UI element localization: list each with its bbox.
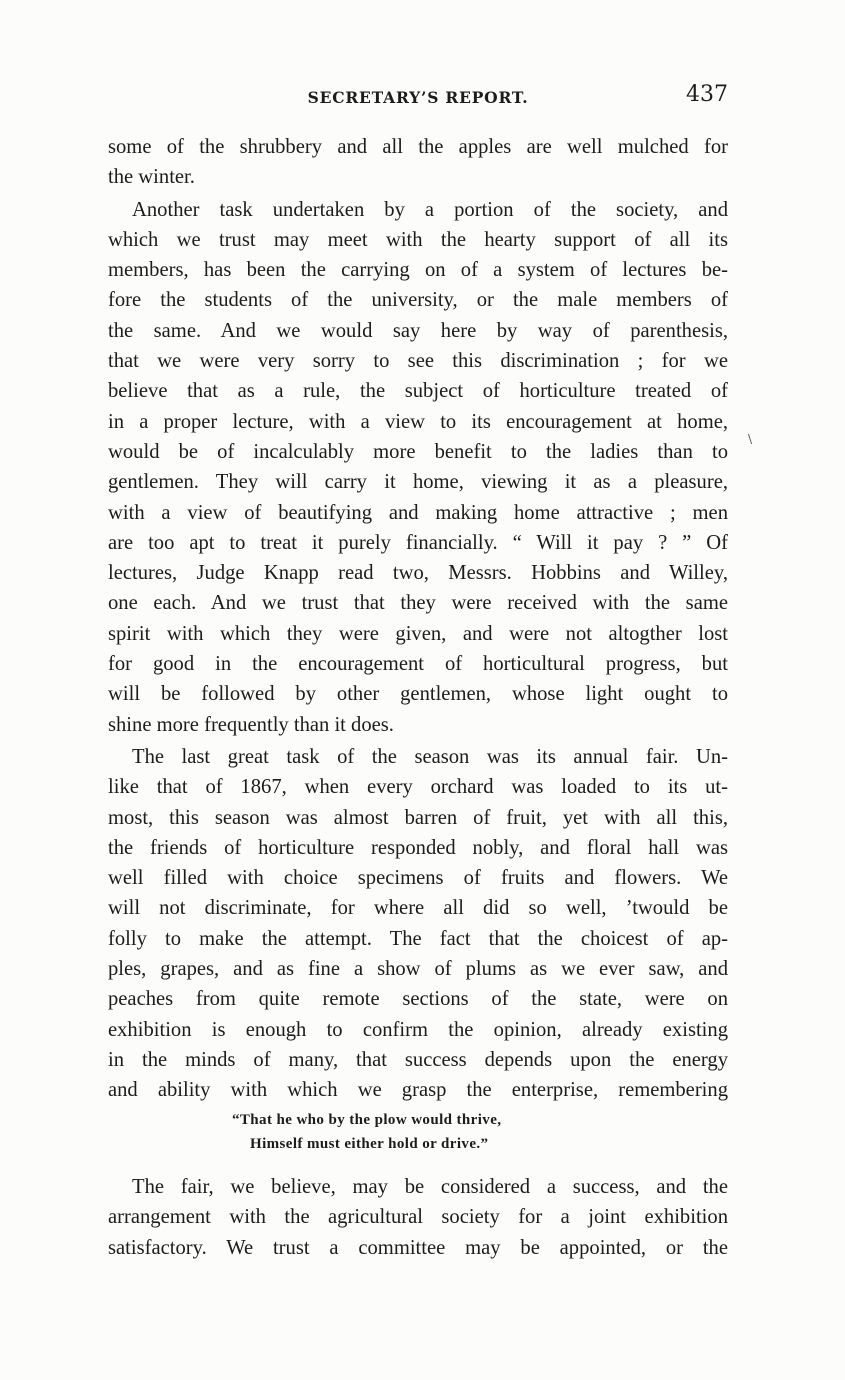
text-line: would be of incalculably more benefit to the ladies than to (108, 440, 728, 463)
text-line: the friends of horticulture responded nobly, and floral hall was (108, 836, 728, 859)
text-line: exhibition is enough to confirm the opinion, already existing (108, 1018, 728, 1041)
text-line: with a view of beautifying and making home attractive ; men (108, 501, 728, 524)
text-line: the same. And we would say here by way of parenthesis, (108, 319, 728, 342)
text-line: and ability with which we grasp the enterprise, remembering (108, 1079, 728, 1102)
text-line: well filled with choice specimens of fruits and flowers. We (108, 867, 728, 890)
text-line: lectures, Judge Knapp read two, Messrs. Hobbins and Willey, (108, 562, 728, 585)
text-line: in a proper lecture, with a view to its encouragement at home, (108, 410, 728, 433)
text-line: The last great task of the season was its annual fair. Un- (132, 745, 728, 768)
text-line: that we were very sorry to see this discrimination ; for we (108, 350, 728, 373)
text-line: in the minds of many, that success depends upon the energy (108, 1048, 728, 1071)
text-line: which we trust may meet with the hearty support of all its (108, 228, 728, 251)
text-line: Another task undertaken by a portion of the society, and (132, 198, 728, 221)
running-head (108, 82, 728, 116)
running-title: SECRETARY’S REPORT. (307, 88, 529, 107)
text-line: peaches from quite remote sections of the state, were on (108, 988, 728, 1011)
text-line: folly to make the attempt. The fact that the choicest of ap- (108, 927, 728, 950)
verse-line: “That he who by the plow would thrive, (232, 1112, 502, 1128)
text-line: the winter. (108, 166, 195, 189)
text-line: for good in the encouragement of horticultural progress, but (108, 653, 728, 676)
verse-line: Himself must either hold or drive.” (250, 1136, 489, 1152)
body-text (108, 132, 728, 1106)
text-line: satisfactory. We trust a committee may be appointed, or the (108, 1236, 728, 1259)
text-line: some of the shrubbery and all the apples are well mulched for (108, 136, 728, 158)
text-line: gentlemen. They will carry it home, viewing it as a pleasure, (108, 471, 728, 494)
margin-mark: \ (748, 432, 753, 446)
text-line: will be followed by other gentlemen, whose light ought to (108, 683, 728, 706)
text-line: will not discriminate, for where all did so well, ’twould be (108, 897, 728, 920)
text-line: are too apt to treat it purely financially. “ Will it pay ? ” Of (108, 531, 728, 554)
text-line: arrangement with the agricultural society for a joint exhibition (108, 1206, 728, 1229)
text-line: members, has been the carrying on of a system of lectures be- (108, 259, 728, 282)
text-line: ples, grapes, and as fine a show of plums as we ever saw, and (108, 958, 728, 981)
text-line: believe that as a rule, the subject of horticulture treated of (108, 380, 728, 403)
text-line: The fair, we believe, may be considered a success, and the (132, 1176, 728, 1198)
verse-quote (108, 1108, 728, 1156)
text-line: like that of 1867, when every orchard was loaded to its ut- (108, 776, 728, 799)
final-paragraph (108, 1172, 728, 1263)
page-number: 437 (686, 82, 728, 107)
text-line: fore the students of the university, or the male members of (108, 289, 728, 312)
text-line: spirit with which they were given, and were not altogther lost (108, 622, 728, 645)
text-line: most, this season was almost barren of fruit, yet with all this, (108, 806, 728, 829)
text-line: shine more frequently than it does. (108, 713, 394, 736)
text-line: one each. And we trust that they were received with the same (108, 592, 728, 615)
